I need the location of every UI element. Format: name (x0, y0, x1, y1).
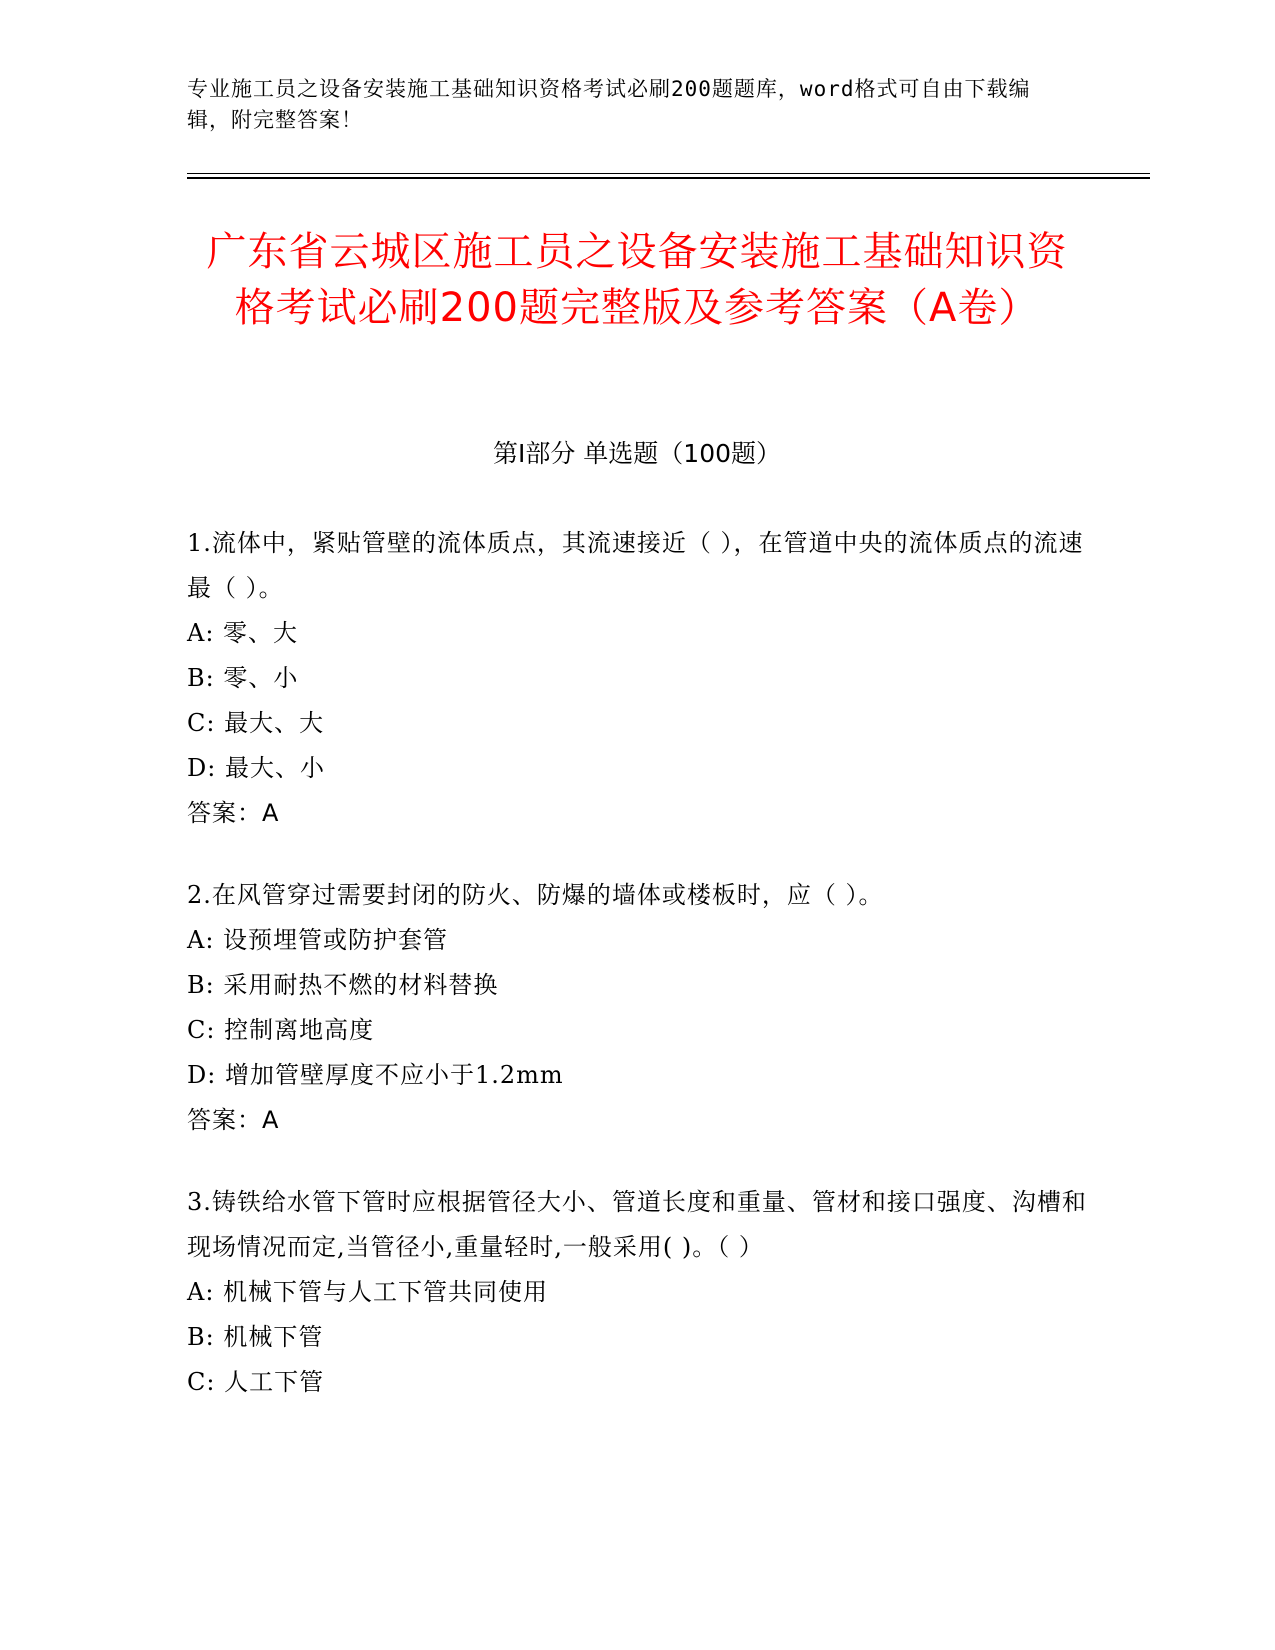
option-d: D: 最大、小 (187, 754, 325, 782)
option-b: B: 采用耐热不燃的材料替换 (187, 971, 499, 999)
option-c: C: 最大、大 (187, 709, 325, 737)
option-c: C: 人工下管 (187, 1368, 325, 1396)
option-a: A: 设预埋管或防护套管 (187, 926, 449, 954)
question-list (187, 521, 1087, 1442)
header-note: 专业施工员之设备安装施工基础知识资格考试必刷200题题库，word格式可自由下载编辑，附完整答案！ (187, 77, 1031, 132)
option-c: C: 控制离地高度 (187, 1016, 375, 1044)
option-a: A: 机械下管与人工下管共同使用 (187, 1278, 549, 1306)
document-title: 广东省云城区施工员之设备安装施工基础知识资格考试必刷200题完整版及参考答案（A卷） (206, 229, 1068, 331)
option-b: B: 机械下管 (187, 1323, 324, 1351)
header-divider-thin (187, 173, 1150, 174)
option-b: B: 零、小 (187, 664, 299, 692)
question-stem: 1.流体中，紧贴管壁的流体质点，其流速接近（ ），在管道中央的流体质点的流速最（ ）。 (187, 529, 1084, 602)
answer-line: 答案：A (187, 799, 280, 827)
question-2 (187, 873, 1087, 1143)
answer-line: 答案：A (187, 1106, 280, 1134)
header-divider-thick (187, 177, 1150, 179)
question-3 (187, 1180, 1087, 1405)
question-stem: 2.在风管穿过需要封闭的防火、防爆的墙体或楼板时，应（ ）。 (187, 881, 884, 909)
option-d: D: 增加管壁厚度不应小于1.2mm (187, 1061, 564, 1089)
option-a: A: 零、大 (187, 619, 299, 647)
question-stem: 3.铸铁给水管下管时应根据管径大小、管道长度和重量、管材和接口强度、沟槽和现场情况而定,当管径小,重量轻时,一般采用( )。（ ） (187, 1188, 1087, 1261)
section-heading: 第Ⅰ部分 单选题（100题） (492, 439, 782, 468)
question-1 (187, 521, 1087, 836)
